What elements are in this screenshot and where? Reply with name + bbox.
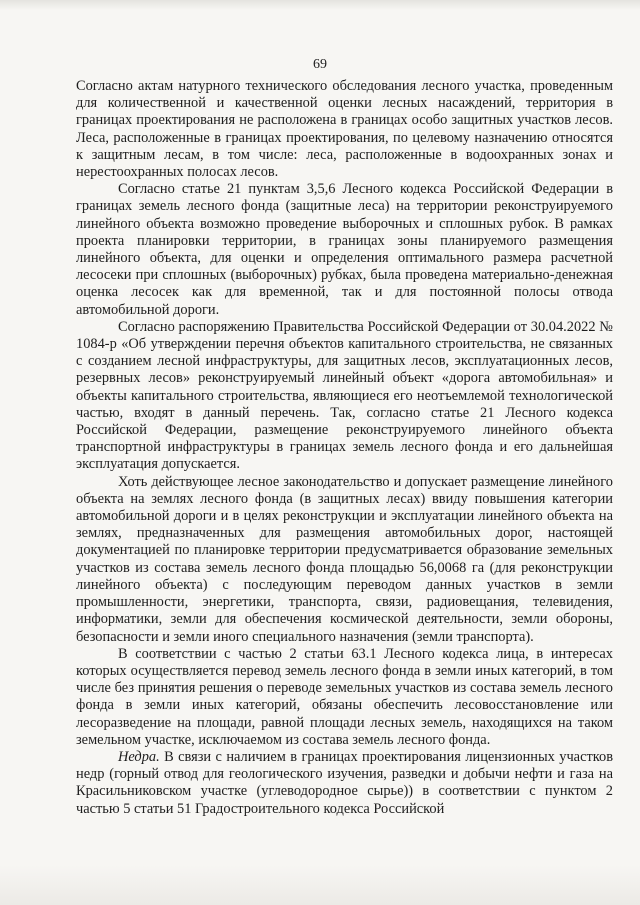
scan-top-edge: [0, 0, 640, 10]
page-number: 69: [313, 57, 327, 72]
paragraph-land-transfer: [76, 474, 613, 646]
paragraph-reforestation: [76, 646, 613, 749]
paragraph-government-order: [76, 319, 613, 474]
scan-bottom-edge: [0, 865, 640, 905]
paragraph-forest-code-logging: [76, 181, 613, 319]
paragraph-lead-subsoil: Недра.: [118, 748, 160, 765]
paragraph-text: В связи с наличием в границах проектирования лицензионных участков недр (горный отвод для геологического изучения, разведки и добычи нефти и газа на Красильниковском участке (углеводородное сырье)) в соответствии с пунктом 2 частью 5 статьи 51 Градостроительного кодекса Российской: [76, 748, 613, 817]
paragraph-subsoil: [76, 749, 613, 818]
paragraph-text: В соответствии с частью 2 статьи 63.1 Лесного кодекса лица, в интересах которых осуществляется перевод земель лесного фонда в земли иных категорий, в том числе без принятия решения о переводе земельных участков из состава земель лесного фонда в земли иных категорий, обязаны обеспечить лесовосстановление или лесоразведение на площади, равной площади лесных земель, находящихся на таком земельном участке, исключаемом из состава земель лесного фонда.: [76, 645, 613, 748]
document-body: [76, 78, 613, 818]
paragraph-text: Согласно распоряжению Правительства Российской Федерации от 30.04.2022 № 1084-р «Об утверждении перечня объектов капитального строительства, не связанных с созданием лесной инфраструктуры, для защитных лесов, эксплуатационных лесов, резервных лесов» реконструируемый линейный объект «дорога автомобильная» и объекты капитального строительства, являющиеся его неотъемлемой технологической частью, входят в данный перечень. Так, согласно статье 21 Лесного кодекса Российской Федерации, размещение реконструируемого линейного объекта транспортной инфраструктуры в границах земель лесного фонда и его дальнейшая эксплуатация допускается.: [76, 318, 613, 473]
paragraph-text: Хоть действующее лесное законодательство и допускает размещение линейного объекта на землях лесного фонда (в защитных лесах) ввиду повышения категории автомобильной дороги и в целях реконструкции и эксплуатации линейного объекта на землях, предназначенных для размещения автомобильных дорог, настоящей документацией по планировке территории предусматривается образование земельных участков из состава земель лесного фонда площадью 56,0068 га (для реконструкции линейного объекта) с последующим переводом данных участков в земли промышленности, энергетики, транспорта, связи, радиовещания, телевидения, информатики, земли для обеспечения космической деятельности, земли обороны, безопасности и земли иного специального назначения (земли транспорта).: [76, 473, 613, 645]
paragraph-text: Согласно статье 21 пунктам 3,5,6 Лесного кодекса Российской Федерации в границах земель лесного фонда (защитные леса) на территории реконструируемого линейного объекта возможно проведение выборочных и сплошных рубок. В рамках проекта планировки территории, в границах зоны планируемого размещения линейного объекта, для оценки и определения оптимального размера расчетной лесосеки при сплошных (выборочных) рубках, была проведена материально-денежная оценка лесосек как для временной, так и для постоянной полосы отвода автомобильной дороги.: [76, 181, 613, 318]
paragraph-forest-survey: [76, 78, 613, 181]
paragraph-text: Согласно актам натурного технического обследования лесного участка, проведенным для количественной и качественной оценки лесных насаждений, территория в границах проектирования не расположена в границах особо защитных участков лесов. Леса, расположенные в границах проектирования, по целевому назначению относятся к защитным лесам, в том числе: леса, расположенные в водоохранных зонах и нерестоохранных полосах лесов.: [76, 78, 613, 181]
